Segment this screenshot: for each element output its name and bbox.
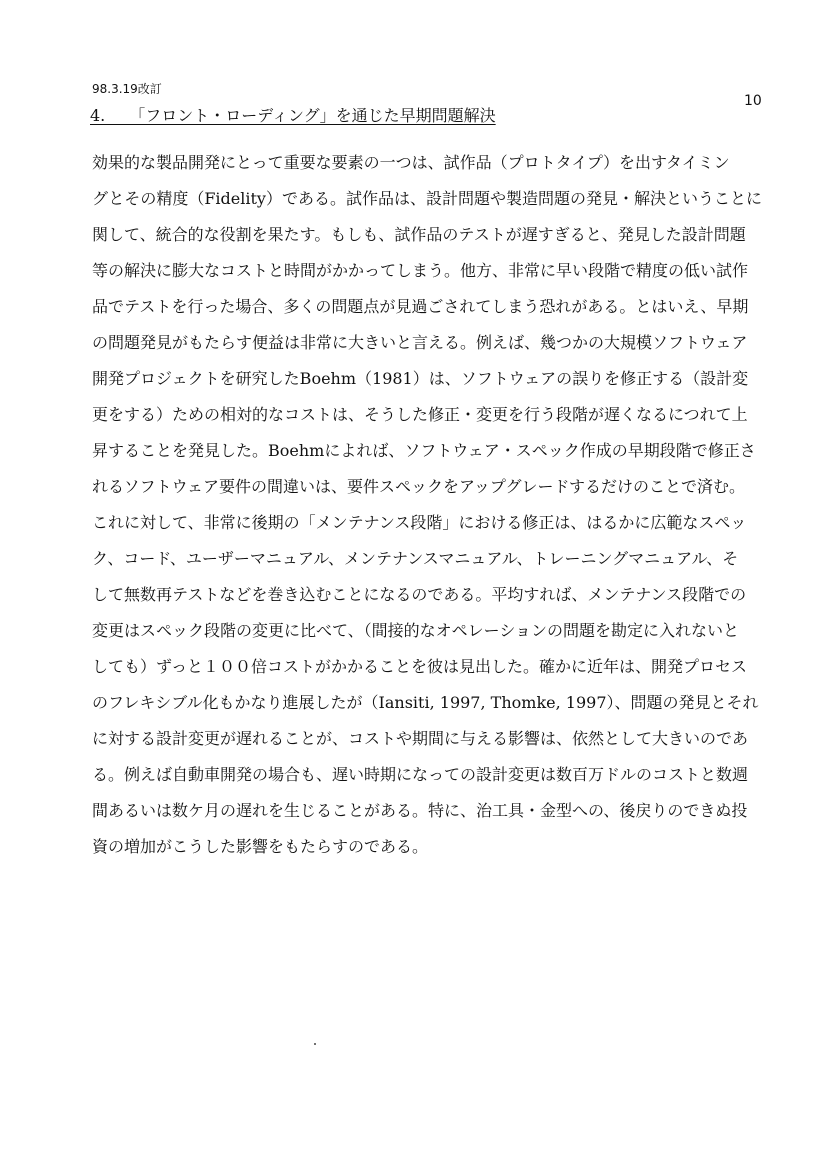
- body-line: 等の解決に膨大なコストと時間がかかってしまう。他方、非常に早い段階で精度の低い試作: [92, 261, 749, 280]
- body-line: して無数再テストなどを巻き込むことになるのである。平均すれば、メンテナンス段階での: [92, 585, 747, 604]
- body-line: 変更はスペック段階の変更に比べて、（間接的なオペレーションの問題を勘定に入れないと: [92, 621, 740, 640]
- body-line: 昇することを発見した。Boehmによれば、ソフトウェア・スペック作成の早期段階で修正さ: [92, 441, 756, 460]
- scan-speck: [314, 1043, 316, 1045]
- body-line: の問題発見がもたらす便益は非常に大きいと言える。例えば、幾つかの大規模ソフトウェア: [92, 333, 748, 352]
- body-line: これに対して、非常に後期の「メンテナンス段階」における修正は、はるかに広範なスペッ: [92, 513, 747, 532]
- body-line: に対する設計変更が遅れることが、コストや期間に与える影響は、依然として大きいのであ: [92, 729, 749, 748]
- body-line: ク、コード、ユーザーマニュアル、メンテナンスマニュアル、トレーニングマニュアル、そ: [92, 549, 739, 568]
- body-line: 資の増加がこうした影響をもたらすのである。: [92, 837, 429, 856]
- body-line: る。例えば自動車開発の場合も、遅い時期になっての設計変更は数百万ドルのコストと数週: [92, 765, 749, 784]
- body-line: 品でテストを行った場合、多くの問題点が見過ごされてしまう恐れがある。とはいえ、早期: [92, 297, 749, 316]
- page-number: 10: [744, 93, 762, 109]
- body-line: 効果的な製品開発にとって重要な要素の一つは、試作品（プロトタイプ）を出すタイミン: [92, 153, 730, 172]
- body-line: 関して、統合的な役割を果たす。もしも、試作品のテストが遅すぎると、発見した設計問題: [92, 225, 746, 244]
- body-paragraph: [92, 145, 762, 865]
- body-line: 開発プロジェクトを研究したBoehm（1981）は、ソフトウェアの誤りを修正する（設計変: [92, 369, 749, 388]
- body-line: しても）ずっと１００倍コストがかかることを彼は見出した。確かに近年は、開発プロセス: [92, 657, 748, 676]
- body-line: れるソフトウェア要件の間違いは、要件スペックをアップグレードするだけのことで済む。: [92, 477, 745, 496]
- section-heading: 4.___「フロント・ローディング」を通じた早期問題解決: [90, 106, 496, 125]
- body-line: グとその精度（Fidelity）である。試作品は、設計問題や製造問題の発見・解決ということに: [92, 189, 762, 208]
- body-line: 間あるいは数ケ月の遅れを生じることがある。特に、治工具・金型への、後戻りのできぬ投: [92, 801, 748, 820]
- body-line: のフレキシブル化もかなり進展したが（Iansiti, 1997, Thomke, 1997）、問題の発見とそれ: [92, 693, 759, 712]
- revision-date-stamp: 98.3.19改訂: [92, 82, 162, 96]
- body-line: 更をする）ための相対的なコストは、そうした修正・変更を行う段階が遅くなるにつれて上: [92, 405, 748, 424]
